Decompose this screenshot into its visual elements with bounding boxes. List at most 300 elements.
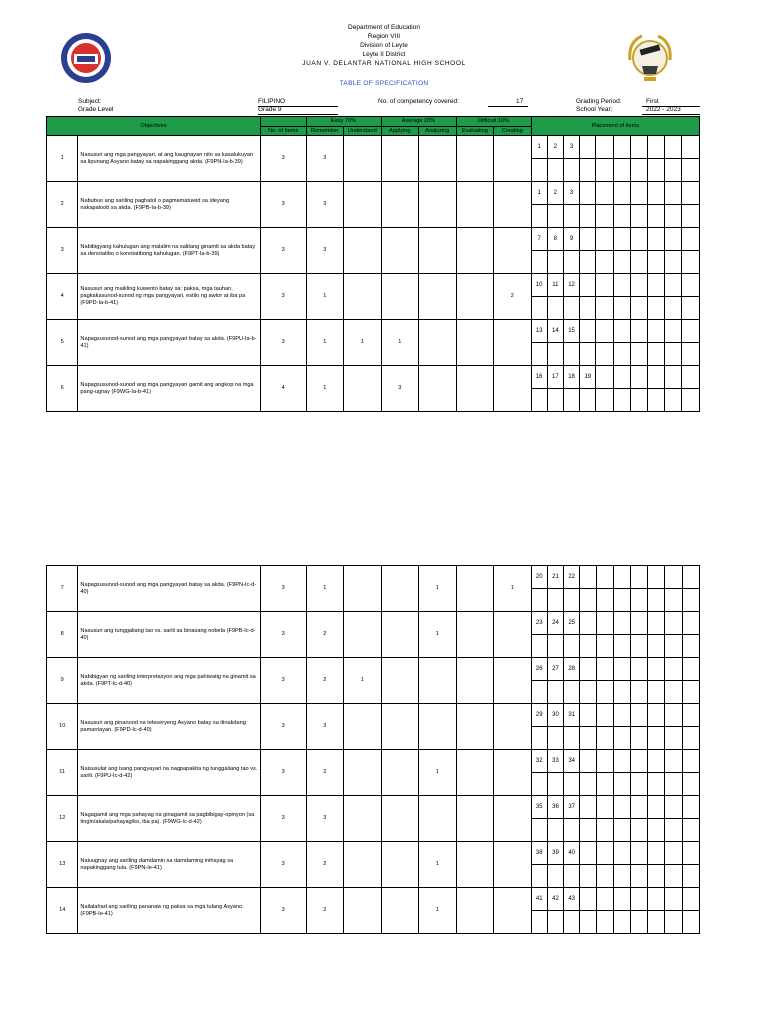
placement-cell: 34	[564, 750, 580, 773]
placement-cell	[580, 612, 596, 635]
evaluating-header: Evaluating	[456, 127, 494, 136]
placement-cell	[682, 704, 699, 727]
placement-cell-empty	[547, 773, 563, 796]
placement-cell	[580, 228, 596, 251]
cre-cell: 2	[494, 274, 532, 320]
table-row	[47, 842, 700, 865]
placement-cell	[682, 182, 700, 205]
placement-cell	[665, 274, 682, 297]
header-line-2: Region VIII	[367, 33, 401, 40]
placement-cell-empty	[547, 727, 563, 750]
placement-cell-empty	[547, 389, 563, 412]
no-items-cell: 3	[260, 750, 306, 796]
placement-cell	[630, 136, 647, 159]
placement-cell-empty	[580, 159, 596, 182]
placement-cell-empty	[596, 681, 613, 704]
placement-cell	[648, 796, 665, 819]
table-row	[47, 888, 700, 911]
eva-cell	[456, 274, 494, 320]
placement-cell	[682, 842, 699, 865]
placement-cell-empty	[531, 773, 547, 796]
eva-cell	[456, 228, 494, 274]
rem-cell: 3	[306, 228, 344, 274]
placement-cell: 25	[564, 612, 580, 635]
placement-cell	[648, 228, 665, 251]
placement-cell	[630, 704, 647, 727]
rem-cell: 2	[306, 750, 344, 796]
placement-cell	[613, 612, 630, 635]
placement-cell-empty	[665, 159, 682, 182]
placement-cell	[682, 658, 699, 681]
placement-cell	[682, 136, 700, 159]
row-number: 14	[47, 888, 78, 934]
placement-cell-empty	[630, 159, 647, 182]
placement-cell	[648, 842, 665, 865]
placement-cell-empty	[682, 251, 700, 274]
placement-cell-empty	[564, 681, 580, 704]
competency-label: No. of competency covered:	[378, 98, 459, 105]
placement-header: Placement of items	[531, 117, 699, 136]
und-cell	[344, 566, 382, 612]
placement-cell-empty	[547, 635, 563, 658]
no-items-cell: 3	[260, 320, 306, 366]
objective-text: Naisusulat ang isang pangyayari na nagpapakita ng tunggaliang tao vs. sarili. (F9PU-Ic-d-42)	[78, 750, 261, 796]
rem-cell: 2	[306, 612, 344, 658]
app-cell	[381, 136, 419, 182]
placement-cell-empty	[596, 389, 613, 412]
placement-cell-empty	[630, 819, 647, 842]
placement-cell-empty	[682, 727, 699, 750]
placement-cell	[665, 136, 682, 159]
placement-cell	[613, 228, 630, 251]
placement-cell-empty	[580, 635, 596, 658]
placement-cell: 36	[547, 796, 563, 819]
und-cell	[344, 182, 382, 228]
placement-cell: 21	[547, 566, 563, 589]
placement-cell-empty	[665, 727, 682, 750]
placement-cell	[596, 658, 613, 681]
placement-cell: 16	[531, 366, 547, 389]
placement-cell-empty	[682, 865, 699, 888]
placement-cell: 2	[547, 182, 563, 205]
placement-cell: 37	[564, 796, 580, 819]
placement-cell-empty	[613, 681, 630, 704]
placement-cell	[630, 320, 647, 343]
placement-cell-empty	[564, 589, 580, 612]
row-number: 12	[47, 796, 78, 842]
placement-cell	[648, 888, 665, 911]
table-row	[47, 228, 700, 251]
subject-label: Subject:	[78, 98, 102, 105]
no-items-cell: 3	[260, 612, 306, 658]
ana-cell: 1	[419, 888, 457, 934]
placement-cell: 35	[531, 796, 547, 819]
row-number: 6	[47, 366, 78, 412]
app-cell	[381, 704, 419, 750]
placement-cell	[682, 612, 699, 635]
ana-cell: 1	[419, 612, 457, 658]
placement-cell: 28	[564, 658, 580, 681]
placement-cell	[648, 136, 665, 159]
placement-cell-empty	[596, 159, 613, 182]
placement-cell-empty	[682, 297, 700, 320]
no-items-cell: 3	[260, 842, 306, 888]
placement-cell-empty	[665, 389, 682, 412]
easy-header: Easy 70%	[306, 117, 381, 127]
row-number: 10	[47, 704, 78, 750]
period-label: Grading Period:	[576, 98, 622, 105]
eva-cell	[456, 566, 494, 612]
cre-cell	[494, 320, 532, 366]
row-number: 11	[47, 750, 78, 796]
placement-cell	[665, 366, 682, 389]
placement-cell-empty	[547, 865, 563, 888]
placement-cell-empty	[682, 819, 699, 842]
placement-cell-empty	[682, 773, 699, 796]
placement-cell-empty	[648, 343, 665, 366]
placement-cell	[596, 136, 613, 159]
app-cell: 1	[381, 320, 419, 366]
placement-cell	[596, 888, 613, 911]
placement-cell	[596, 842, 613, 865]
grade-value: Grade 9	[258, 106, 282, 113]
placement-cell	[648, 566, 665, 589]
placement-cell	[648, 182, 665, 205]
placement-cell	[580, 888, 596, 911]
table-title: TABLE OF SPECIFICATION	[339, 80, 429, 87]
placement-cell-empty	[531, 297, 547, 320]
difficult-header: Difficult 10%	[456, 117, 531, 127]
placement-cell: 33	[547, 750, 563, 773]
placement-cell	[613, 182, 630, 205]
cre-cell	[494, 704, 532, 750]
placement-cell	[630, 228, 647, 251]
placement-cell: 10	[531, 274, 547, 297]
placement-cell: 17	[547, 366, 563, 389]
placement-cell-empty	[665, 343, 682, 366]
placement-cell: 2	[547, 136, 563, 159]
placement-cell: 30	[547, 704, 563, 727]
placement-cell-empty	[682, 205, 700, 228]
creating-header: Creating	[494, 127, 532, 136]
placement-cell: 15	[563, 320, 579, 343]
row-number: 9	[47, 658, 78, 704]
placement-cell-empty	[547, 819, 563, 842]
placement-cell-empty	[648, 773, 665, 796]
placement-cell	[580, 750, 596, 773]
und-cell: 1	[344, 658, 382, 704]
eva-cell	[456, 612, 494, 658]
placement-cell	[613, 842, 630, 865]
und-cell	[344, 612, 382, 658]
placement-cell	[613, 320, 630, 343]
placement-cell	[630, 182, 647, 205]
placement-cell-empty	[596, 635, 613, 658]
no-items-cell: 3	[260, 136, 306, 182]
placement-cell	[665, 704, 682, 727]
und-cell: 1	[344, 320, 382, 366]
objective-text: Nabubuo ang sariling paghatol o pagmamatuwid sa ideyang nakapaloob sa akda. (F9PB-Ia-b-39)	[78, 182, 260, 228]
rem-cell: 3	[306, 182, 344, 228]
eva-cell	[456, 796, 494, 842]
subject-value: FILIPINO	[258, 98, 286, 105]
placement-cell-empty	[648, 681, 665, 704]
placement-cell	[613, 750, 630, 773]
placement-cell-empty	[531, 819, 547, 842]
placement-cell	[665, 228, 682, 251]
objective-text: Nasusuri ang tunggaliang tao vs. sarili sa binasang nobela (F9PB-Ic-d-40)	[78, 612, 261, 658]
no-items-cell: 3	[260, 228, 306, 274]
placement-cell: 20	[531, 566, 547, 589]
eva-cell	[456, 366, 494, 412]
placement-cell	[665, 182, 682, 205]
placement-cell	[682, 274, 700, 297]
placement-cell	[648, 658, 665, 681]
objective-text: Nasusuri ang maikling kuwento batay sa: paksa, mga tauhan, pagkakasunod-sunod ng mga pangyayari, estilo ng awtor at iba pa (F9PD-Ia-b-41)	[78, 274, 260, 320]
placement-cell	[648, 612, 665, 635]
placement-cell	[682, 228, 700, 251]
placement-cell-empty	[531, 865, 547, 888]
placement-cell: 27	[547, 658, 563, 681]
average-header: Average 20%	[381, 117, 456, 127]
placement-cell-empty	[648, 159, 665, 182]
table-row	[47, 320, 700, 343]
placement-cell	[596, 612, 613, 635]
objective-text: Nasusuri ang pinanood na teleseryeng Asyano batay sa itinakdang pamantayan. (F9PD-Ic-d-40)	[78, 704, 261, 750]
placement-cell: 19	[580, 366, 596, 389]
placement-cell-empty	[648, 251, 665, 274]
placement-cell-empty	[665, 589, 682, 612]
placement-cell-empty	[682, 911, 699, 934]
rem-cell: 3	[306, 796, 344, 842]
placement-cell	[613, 888, 630, 911]
placement-cell: 12	[563, 274, 579, 297]
placement-cell: 32	[531, 750, 547, 773]
eva-cell	[456, 320, 494, 366]
table-row	[47, 366, 700, 389]
row-number: 8	[47, 612, 78, 658]
placement-cell-empty	[564, 727, 580, 750]
ana-cell	[419, 136, 457, 182]
placement-cell-empty	[613, 205, 630, 228]
placement-cell	[580, 704, 596, 727]
placement-cell-empty	[665, 297, 682, 320]
placement-cell-empty	[596, 343, 613, 366]
no-items-cell: 3	[260, 182, 306, 228]
und-cell	[344, 796, 382, 842]
placement-cell: 41	[531, 888, 547, 911]
placement-cell	[682, 566, 699, 589]
rem-cell: 2	[306, 888, 344, 934]
placement-cell-empty	[580, 297, 596, 320]
placement-cell-empty	[547, 911, 563, 934]
table-row	[47, 658, 700, 681]
ana-cell	[419, 658, 457, 704]
placement-cell: 3	[563, 182, 579, 205]
placement-cell-empty	[563, 205, 579, 228]
objective-text: Napagsusunod-sunod ang mga pangyayari batay sa akda. (F9PN-Ic-d-40)	[78, 566, 261, 612]
placement-cell	[580, 796, 596, 819]
app-cell	[381, 566, 419, 612]
placement-cell	[596, 796, 613, 819]
rem-cell: 3	[306, 136, 344, 182]
placement-cell	[630, 750, 647, 773]
objective-text: Nagagamit ang mga pahayag na ginagamit sa pagbibigay-opinyon (sa tingin/akala/pahayag/ko, iba pa). (F9WG-Ic-d-42)	[78, 796, 261, 842]
rem-cell: 1	[306, 320, 344, 366]
placement-cell-empty	[682, 635, 699, 658]
placement-cell-empty	[682, 343, 700, 366]
placement-cell	[596, 704, 613, 727]
placement-cell-empty	[648, 389, 665, 412]
placement-cell-empty	[596, 865, 613, 888]
placement-cell-empty	[563, 343, 579, 366]
und-cell	[344, 366, 382, 412]
placement-cell-empty	[648, 297, 665, 320]
placement-cell-empty	[630, 865, 647, 888]
placement-cell	[596, 274, 613, 297]
placement-cell-empty	[682, 159, 700, 182]
placement-cell-empty	[665, 865, 682, 888]
placement-cell	[682, 750, 699, 773]
placement-cell-empty	[580, 819, 596, 842]
placement-cell-empty	[665, 773, 682, 796]
placement-cell-empty	[580, 727, 596, 750]
placement-cell-empty	[531, 911, 547, 934]
placement-cell-empty	[665, 819, 682, 842]
placement-cell-empty	[613, 589, 630, 612]
row-number: 4	[47, 274, 78, 320]
no-items-header: No. of Items	[260, 127, 306, 136]
placement-cell	[613, 704, 630, 727]
placement-cell-empty	[596, 819, 613, 842]
row-number: 2	[47, 182, 78, 228]
analyzing-header: Analyzing	[419, 127, 457, 136]
placement-cell: 3	[563, 136, 579, 159]
understand-header: Understand	[344, 127, 382, 136]
placement-cell-empty	[596, 251, 613, 274]
placement-cell: 24	[547, 612, 563, 635]
und-cell	[344, 888, 382, 934]
table-row	[47, 136, 700, 159]
placement-cell: 39	[547, 842, 563, 865]
placement-cell-empty	[613, 297, 630, 320]
placement-cell-empty	[580, 389, 596, 412]
placement-cell	[630, 612, 647, 635]
app-cell	[381, 612, 419, 658]
placement-cell-empty	[682, 681, 699, 704]
placement-cell	[613, 136, 630, 159]
placement-cell-empty	[563, 389, 579, 412]
placement-cell-empty	[564, 773, 580, 796]
placement-cell	[665, 658, 682, 681]
app-cell	[381, 888, 419, 934]
eva-cell	[456, 888, 494, 934]
placement-cell-empty	[613, 389, 630, 412]
placement-cell	[682, 888, 699, 911]
placement-cell-empty	[564, 635, 580, 658]
rem-cell: 2	[306, 658, 344, 704]
placement-cell-empty	[547, 205, 563, 228]
placement-cell-empty	[613, 773, 630, 796]
rem-cell: 1	[306, 366, 344, 412]
placement-cell	[648, 274, 665, 297]
header-line-1: Department of Education	[348, 24, 420, 31]
app-cell	[381, 658, 419, 704]
placement-cell	[580, 320, 596, 343]
placement-cell-empty	[596, 205, 613, 228]
placement-cell	[596, 182, 613, 205]
placement-cell	[630, 796, 647, 819]
objective-text: Napagsusunod-sunod ang mga pangyayari batay sa akda. (F9PU-Ia-b-41)	[78, 320, 260, 366]
placement-cell-empty	[613, 819, 630, 842]
app-cell	[381, 274, 419, 320]
placement-cell	[596, 566, 613, 589]
placement-cell: 1	[531, 136, 547, 159]
app-cell	[381, 750, 419, 796]
rem-cell: 2	[306, 842, 344, 888]
placement-cell-empty	[630, 343, 647, 366]
placement-cell-empty	[580, 589, 596, 612]
und-cell	[344, 842, 382, 888]
placement-cell: 8	[547, 228, 563, 251]
table-row	[47, 566, 700, 589]
year-value: 2022 - 2023	[646, 106, 681, 113]
placement-cell	[596, 320, 613, 343]
rem-cell: 1	[306, 566, 344, 612]
placement-cell-empty	[547, 681, 563, 704]
placement-cell-empty	[531, 343, 547, 366]
year-label: School Year:	[576, 106, 613, 113]
placement-cell-empty	[613, 727, 630, 750]
ana-cell	[419, 796, 457, 842]
placement-cell-empty	[613, 251, 630, 274]
placement-cell-empty	[563, 251, 579, 274]
row-number: 13	[47, 842, 78, 888]
competency-value: 17	[516, 98, 524, 105]
ana-cell: 1	[419, 842, 457, 888]
placement-cell-empty	[580, 865, 596, 888]
row-number: 3	[47, 228, 78, 274]
cre-cell	[494, 182, 532, 228]
placement-cell-empty	[596, 773, 613, 796]
placement-cell-empty	[580, 343, 596, 366]
placement-cell-empty	[648, 635, 665, 658]
table-row	[47, 274, 700, 297]
placement-cell-empty	[596, 727, 613, 750]
placement-cell-empty	[630, 251, 647, 274]
placement-cell-empty	[613, 911, 630, 934]
placement-cell-empty	[580, 773, 596, 796]
placement-cell-empty	[547, 589, 563, 612]
ana-cell: 1	[419, 750, 457, 796]
table-row	[47, 612, 700, 635]
ana-cell	[419, 182, 457, 228]
placement-cell: 38	[531, 842, 547, 865]
placement-cell: 9	[563, 228, 579, 251]
placement-cell	[613, 366, 630, 389]
remember-header: Remember	[306, 127, 344, 136]
objective-text: Nabibigyan ng sariling interpretasyon ang mga pahiwatig na ginamit sa akda. (F9PT-Ic-d-40)	[78, 658, 261, 704]
und-cell	[344, 136, 382, 182]
placement-cell	[665, 888, 682, 911]
eva-cell	[456, 842, 494, 888]
grade-label: Grade Level	[78, 106, 114, 113]
cre-cell	[494, 612, 532, 658]
header-line-4: Leyte II District	[362, 51, 406, 58]
cre-cell	[494, 658, 532, 704]
placement-cell: 18	[563, 366, 579, 389]
app-cell	[381, 182, 419, 228]
